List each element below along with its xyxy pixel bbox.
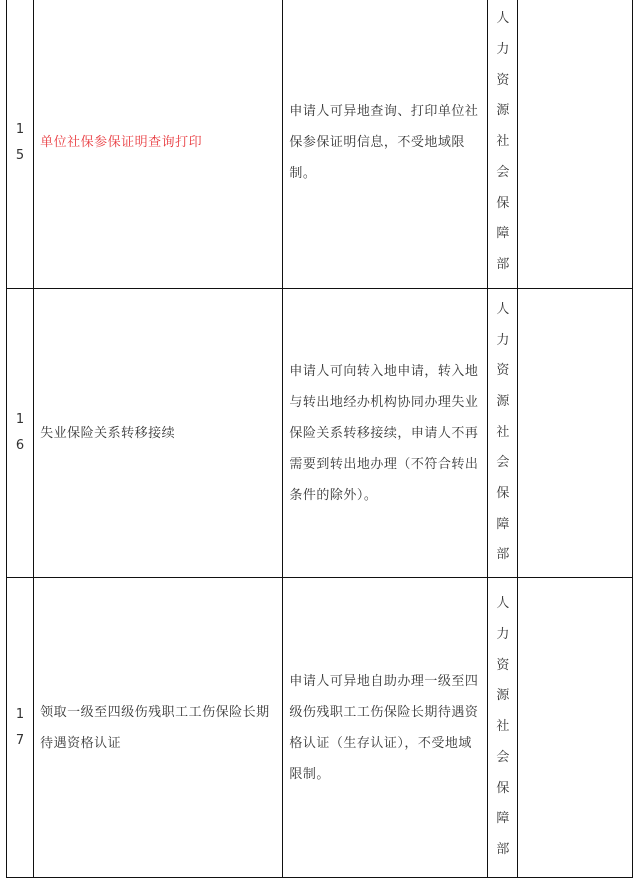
department-char: 源 (496, 688, 510, 704)
department-char: 保 (496, 486, 510, 502)
department-char: 源 (496, 103, 510, 119)
department-char: 会 (496, 749, 510, 765)
department-char: 保 (496, 195, 510, 211)
department (488, 0, 518, 289)
department-char: 社 (496, 424, 510, 440)
department-char: 障 (496, 516, 510, 532)
department-char: 人 (496, 11, 510, 27)
department-char: 保 (496, 780, 510, 796)
department-char: 障 (496, 226, 510, 242)
department-char: 社 (496, 719, 510, 735)
department-char: 障 (496, 811, 510, 827)
row-number: 15 (7, 0, 34, 289)
department-char: 部 (496, 841, 510, 857)
table-row (7, 0, 633, 289)
table-row (7, 578, 633, 878)
service-name: 失业保险关系转移接续 (34, 289, 283, 578)
table-row (7, 289, 633, 578)
department-char: 会 (496, 164, 510, 180)
department-char: 部 (496, 256, 510, 272)
department-char: 人 (496, 301, 510, 317)
service-description: 申请人可异地自助办理一级至四级伤残职工工伤保险长期待遇资格认证（生存认证），不受地域限制。 (283, 578, 488, 878)
service-name: 单位社保参保证明查询打印 (34, 0, 283, 289)
department-char: 部 (496, 547, 510, 563)
department (488, 578, 518, 878)
extra-cell (518, 578, 633, 878)
service-table (6, 0, 633, 878)
row-number: 17 (7, 578, 34, 878)
service-description: 申请人可向转入地申请，转入地与转出地经办机构协同办理失业保险关系转移接续，申请人不再需要到转出地办理（不符合转出条件的除外）。 (283, 289, 488, 578)
service-description: 申请人可异地查询、打印单位社保参保证明信息，不受地域限制。 (283, 0, 488, 289)
department-char: 力 (496, 42, 510, 58)
department-char: 人 (496, 596, 510, 612)
department-char: 源 (496, 393, 510, 409)
department-char: 力 (496, 332, 510, 348)
service-name: 领取一级至四级伤残职工工伤保险长期待遇资格认证 (34, 578, 283, 878)
department-char: 资 (496, 72, 510, 88)
department-char: 会 (496, 455, 510, 471)
department-char: 资 (496, 363, 510, 379)
extra-cell (518, 0, 633, 289)
department-char: 资 (496, 657, 510, 673)
row-number: 16 (7, 289, 34, 578)
department-char: 力 (496, 627, 510, 643)
extra-cell (518, 289, 633, 578)
department-char: 社 (496, 134, 510, 150)
department (488, 289, 518, 578)
